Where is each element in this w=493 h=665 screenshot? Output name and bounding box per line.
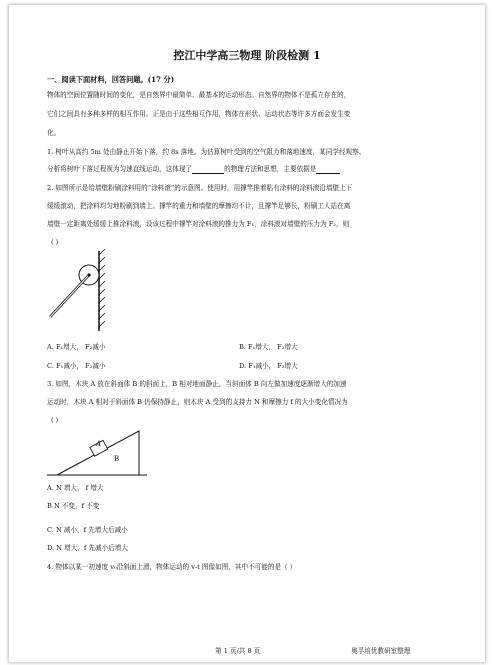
q3-option-a[interactable]: A. N 增大， f 增大 bbox=[47, 484, 104, 492]
paint-roller-figure bbox=[47, 249, 107, 331]
q2-option-d[interactable]: D. F₁减小， F₂增大 bbox=[239, 362, 298, 370]
answer-blank[interactable] bbox=[192, 166, 224, 174]
q4-line: 4. 物体以某一初速度 v₀沿斜面上滑，物体运动的 v-t 图像如图，其中不可能的是（ ） bbox=[47, 563, 297, 571]
intro-line: 化。 bbox=[47, 129, 61, 137]
block-a-label: A bbox=[96, 440, 102, 448]
wedge-drawing bbox=[47, 425, 147, 477]
wedge-b-label: B bbox=[114, 455, 120, 463]
q1-text-b: 的物理方法和思想，主要依据是 bbox=[224, 165, 317, 173]
q3-line: 运动时，木块 A 相对于斜面体 B 仍保持静止，则木块 A 受到的支持力 N 和摩擦力 f 的大小变化情况为 bbox=[47, 398, 348, 406]
q2-option-b[interactable]: B. F₁增大， F₂增大 bbox=[239, 343, 298, 351]
intro-line: 它们之间具有多种多样的相互作用。正是由于这些相互作用，物体在形状、运动状态等许多方面会发生变 bbox=[47, 110, 351, 118]
intro-line: 物体的空间位置随时间的变化，是自然界中最简单、最基本的运动形态。自然界的物体不是孤立存在的， bbox=[47, 91, 351, 99]
answer-blank[interactable] bbox=[316, 166, 340, 174]
answer-paren: ( ) bbox=[51, 238, 59, 246]
q1-line: 1. 树叶从高约 5m 处由静止开始下落，约 8s 落地。为估算树叶受到的空气阻力和落地速度，某同学经观察、 bbox=[47, 148, 366, 156]
q2-line: 墙壁一定距离处缓缓上推涂料滚，设该过程中撑竿对涂料滚的推力为 F₁，涂料滚对墙壁的压力为 F₂，则 bbox=[47, 220, 350, 228]
q3-option-d[interactable]: D. N 增大，f 先减小后增大 bbox=[47, 544, 128, 552]
document-page bbox=[8, 4, 486, 663]
q1-text-a: 分析将树叶下落过程视为匀速直线运动，这体现了 bbox=[47, 165, 193, 173]
wedge-block-figure bbox=[47, 425, 147, 477]
q3-line: 3. 如图，木块 A 放在斜面体 B 的斜面上，B 相对地面静止，当斜面体 B 向左做加速度逐渐增大的加速 bbox=[47, 380, 347, 388]
q2-option-a[interactable]: A. F₁增大， F₂减小 bbox=[47, 343, 106, 351]
answer-paren: ( ) bbox=[51, 416, 59, 424]
section-heading: 一、阅读下面材料，回答问题。(17 分) bbox=[47, 75, 175, 84]
q2-option-c[interactable]: C. F₁减小， F₂减小 bbox=[47, 362, 106, 370]
q3-option-b[interactable]: B N 不变，f 不变 bbox=[47, 502, 100, 510]
document-title: 控江中学高三物理 阶段检测 1 bbox=[173, 49, 321, 62]
q2-line: 2. 如图所示是给墙壁粉刷涂料用的“涂料滚”的示意图。使用时，用撑竿推着粘有涂料的涂料滚沿墙壁上下 bbox=[47, 184, 353, 192]
footer-organization: 奥孚培优教研室整理 bbox=[351, 647, 411, 655]
q2-line: 缓缓滚动，把涂料均匀地粉刷到墙上。撑竿的重力和墙壁的摩擦均不计，且撑竿足够长，粉刷工人站在离 bbox=[47, 202, 351, 210]
q1-line bbox=[47, 165, 340, 174]
page-number: 第 1 页/共 8 页 bbox=[215, 647, 261, 655]
q3-option-c[interactable]: C. N 减小，f 先增大后减小 bbox=[47, 526, 128, 534]
